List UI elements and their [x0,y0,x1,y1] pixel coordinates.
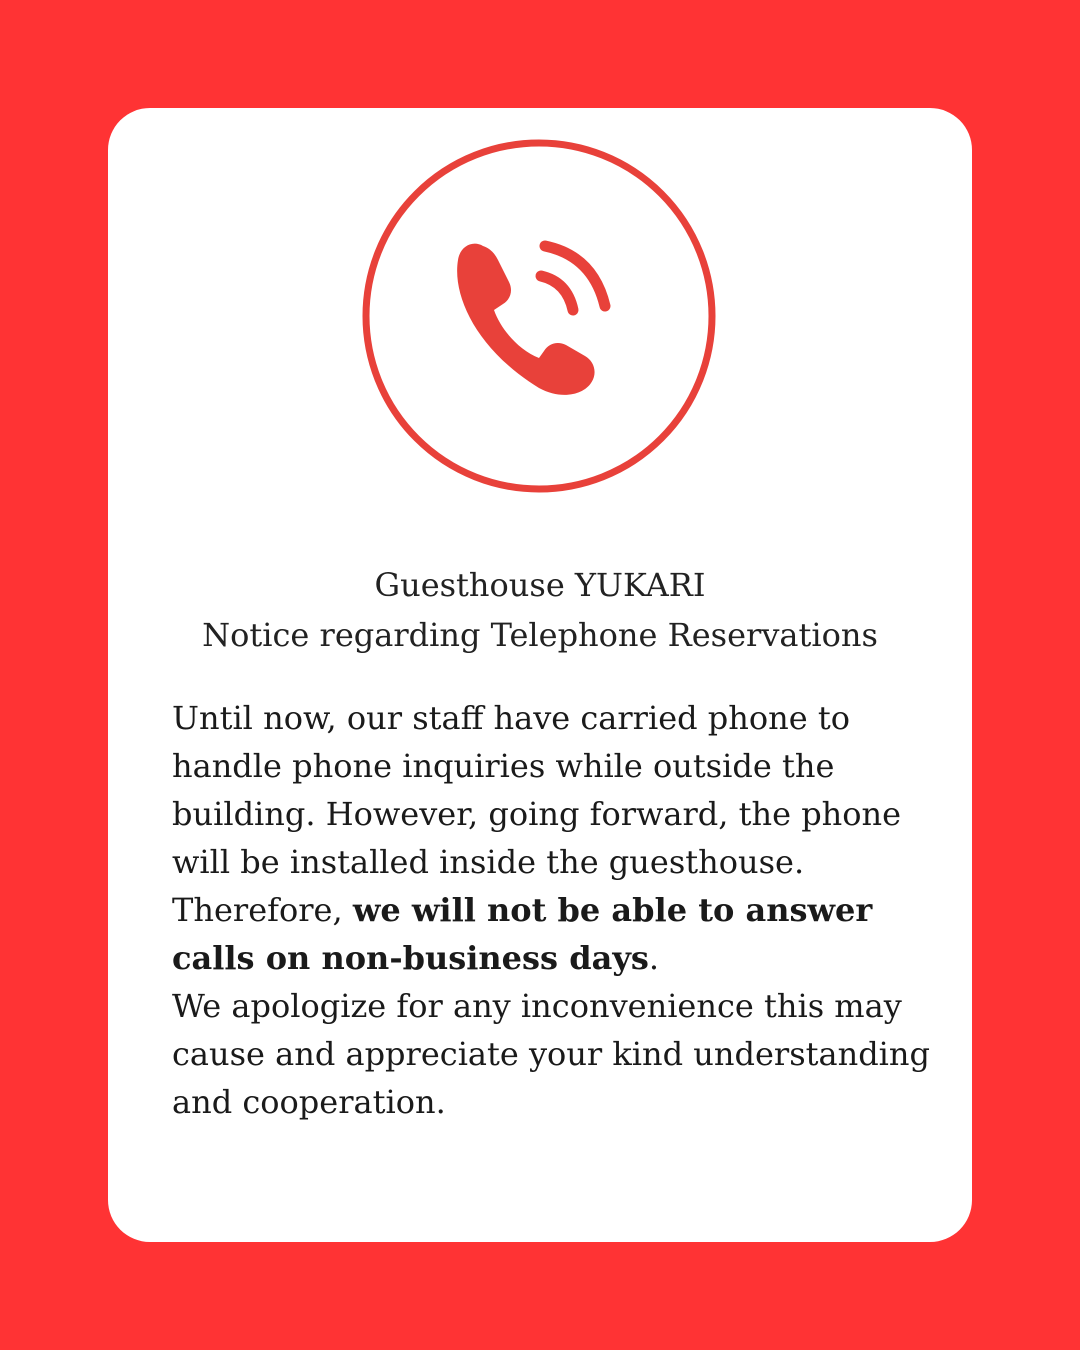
guesthouse-name: Guesthouse YUKARI [374,566,706,604]
notice-body [172,694,932,1126]
notice-title: Notice regarding Telephone Reservations [202,616,878,654]
notice-paragraph-2 [172,886,932,982]
notice-paragraph-1: Until now, our staff have carried phone to handle phone inquiries while outside the building. However, going forward, the phone will be installed inside the guesthouse. [172,699,902,881]
phone-ringing-icon [361,138,717,494]
notice-heading [108,560,972,660]
notice-emphasis: we will not be able to answer calls on non-business days [172,891,873,977]
notice-paragraph-2-prefix: Therefore, [172,891,353,929]
notice-paragraph-2-suffix: . [648,939,660,977]
notice-card [108,108,972,1242]
notice-paragraph-3: We apologize for any inconvenience this may cause and appreciate your kind understanding and cooperation. [172,987,930,1121]
